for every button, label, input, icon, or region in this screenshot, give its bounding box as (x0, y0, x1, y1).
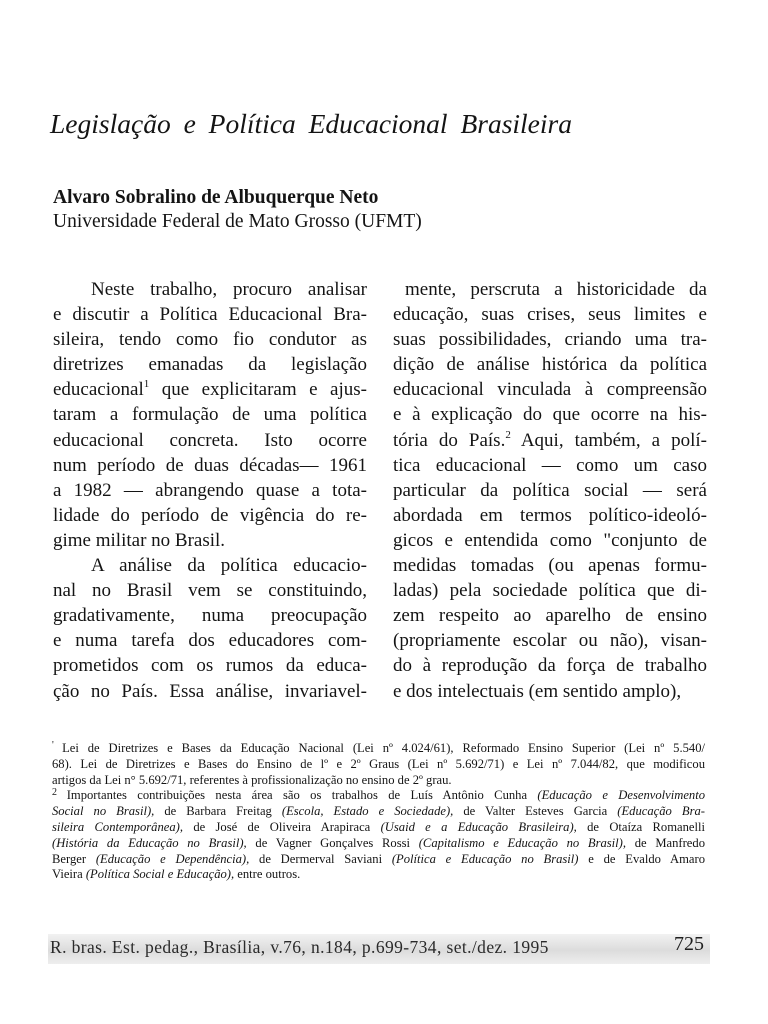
footnote-text: Importantes contribuições nesta área são os trabalhos de Luís Antônio Cunha (66, 788, 538, 803)
body-line: e numa tarefa dos educadores com- (53, 630, 367, 652)
footnote-text: 68). Lei de Diretrizes e Bases do Ensino de lº e 2º Graus (Lei nº 5.692/71) e Lei nº 7.044/82, que modificou (52, 756, 705, 771)
footnote-text: de Dermerval Saviani (249, 851, 392, 866)
body-line: sileira, tendo como fio condutor as (53, 329, 367, 351)
footnote-text: de Valter Esteves Garcia (453, 804, 618, 819)
footnote-book-title: (Política e Educação no Brasil) (391, 851, 579, 866)
body-text: Aqui, também, a polí- (510, 429, 707, 451)
footnote-2-line (52, 788, 705, 804)
footnote-book-title: (Política Social e Educação), (85, 867, 235, 882)
body-line: e discutir a Política Educacional Bra- (53, 304, 367, 326)
footnote-text: de Manfredo (626, 835, 705, 850)
body-text: que explicitaram e ajus- (149, 379, 367, 401)
body-line: educacional vinculada à compreensão (393, 379, 707, 401)
footnote-ref: 2 (505, 428, 511, 441)
body-line: abordada em termos político-ideoló- (393, 504, 707, 526)
footnote-book-title: Social no Brasil), (52, 804, 155, 819)
body-text: tória do País. (393, 429, 506, 451)
body-line: suas possibilidades, criando uma tra- (393, 329, 707, 351)
footnote-2-line (52, 852, 705, 868)
body-text: educacional (53, 379, 144, 401)
body-line: taram a formulação de uma política (53, 404, 367, 426)
footnote-2-line (52, 867, 705, 883)
body-column-left (53, 277, 367, 704)
footnote-text: de Barbara Freitag (154, 804, 282, 819)
footnote-1-line (52, 757, 705, 773)
article-title: Legislação e Política Educacional Brasileira (50, 108, 572, 139)
body-line: do à reprodução da força de trabalho (393, 655, 707, 677)
footnote-book-title: (História da Educação no Brasil), (52, 835, 247, 850)
body-line: gradativamente, numa preocupação (53, 605, 367, 627)
page-number: 725 (674, 933, 704, 955)
body-line: a 1982 — abrangendo quase a tota- (53, 479, 367, 501)
footnote-2-line (52, 820, 705, 836)
body-line: e dos intelectuais (em sentido amplo), (393, 680, 682, 702)
body-column-right (393, 277, 707, 704)
footnote-text: de Otaíza Romanelli (576, 819, 705, 834)
body-line (53, 377, 367, 402)
footnote-book-title: (Usaid e a Educação Brasileira), (380, 819, 577, 834)
footnote-text: Lei de Diretrizes e Bases da Educação Nacional (Lei nº 4.024/61), Reformado Ensino Superior (Lei nº 5.540/ (62, 741, 705, 755)
footnote-book-title: (Escola, Estado e Sociedade), (281, 804, 454, 819)
body-line: tica educacional — como um caso (393, 454, 707, 476)
body-line: nal no Brasil vem se constituindo, (53, 580, 367, 602)
footnote-2-line (52, 804, 705, 820)
body-line: zem respeito ao aparelho de ensino (393, 605, 707, 627)
footnote-book-title: (Educação Bra- (617, 804, 705, 819)
author-name: Alvaro Sobralino de Albuquerque Neto (53, 187, 379, 208)
footnote-book-title: (Educação e Desenvolvimento (537, 788, 706, 803)
footnote-ref: 1 (143, 378, 150, 391)
body-line: lidade do período de vigência do re- (53, 504, 367, 526)
footnote-text: Berger (52, 851, 96, 866)
footnote-text: Vieira (52, 867, 86, 882)
body-line: diretrizes emanadas da legislação (53, 354, 367, 376)
footnote-2-line (52, 836, 705, 852)
footnote-2-marker: 2 (52, 787, 67, 799)
footnote-book-title: sileira Contemporânea), (52, 819, 183, 834)
footnote-1-marker: ' (52, 740, 63, 751)
body-line: dição de análise histórica da política (393, 354, 707, 376)
body-line: e à explicação do que ocorre na his- (393, 404, 707, 426)
footnote-text: de José de Oliveira Arapiraca (183, 819, 381, 834)
body-line: particular da política social — será (393, 479, 707, 501)
journal-citation: R. bras. Est. pedag., Brasília, v.76, n.184, p.699-734, set./dez. 1995 (50, 937, 549, 957)
running-footer (48, 934, 710, 964)
body-line: medidas tomadas (ou apenas formu- (393, 555, 707, 577)
footnote-text: artigos da Lei n° 5.692/71, referentes à profissionalização no ensino de 2º grau. (52, 772, 452, 787)
body-line: gicos e entendida como "conjunto de (393, 529, 707, 551)
body-line: educacional concreta. Isto ocorre (53, 429, 367, 451)
footnote-book-title: (Educação e Dependência), (95, 851, 250, 866)
footnotes (52, 741, 705, 883)
body-line: (propriamente escolar ou não), visan- (393, 630, 707, 652)
footnote-1-line (52, 741, 705, 757)
footnote-text: e de Evaldo Amaro (578, 851, 705, 866)
body-line: educação, suas crises, seus limites e (393, 304, 707, 326)
author-affiliation: Universidade Federal de Mato Grosso (UFMT) (53, 211, 422, 232)
body-line: Neste trabalho, procuro analisar (91, 279, 367, 300)
body-line: mente, perscruta a historicidade da (405, 279, 707, 300)
body-line: ladas) pela sociedade política que di- (393, 580, 707, 602)
body-line: ção no País. Essa análise, invariavel- (53, 680, 367, 702)
footnote-text: de Vagner Gonçalves Rossi (246, 835, 419, 850)
footnote-text: entre outros. (234, 867, 301, 882)
body-line: prometidos com os rumos da educa- (53, 655, 367, 677)
body-line (393, 428, 707, 453)
footnote-1-line (52, 773, 705, 789)
body-line: num período de duas décadas— 1961 (53, 454, 367, 476)
footnote-book-title: (Capitalismo e Educação no Brasil), (418, 835, 627, 850)
body-line: gime militar no Brasil. (53, 529, 226, 551)
body-line: A análise da política educacio- (91, 555, 367, 577)
